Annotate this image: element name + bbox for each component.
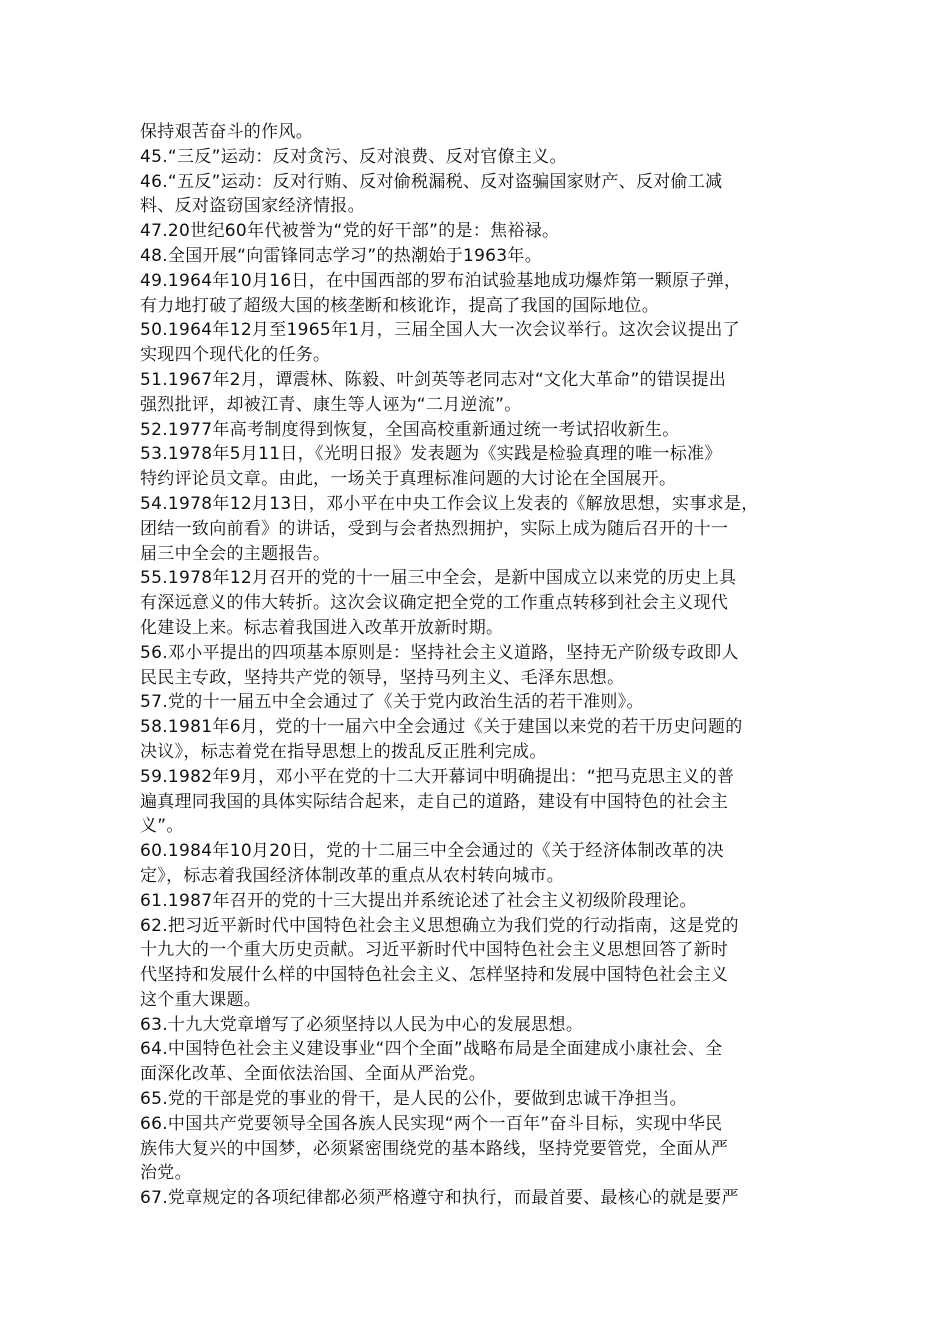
text-line: 64.中国特色社会主义建设事业“四个全面”战略布局是全面建成小康社会、全 (140, 1039, 723, 1060)
text-line: 团结一致向前看》的讲话，受到与会者热烈拥护，实际上成为随后召开的十一 (140, 518, 729, 539)
text-line: 面深化改革、全面依法治国、全面从严治党。 (140, 1064, 486, 1085)
text-line: 55.1978年12月召开的党的十一届三中全会，是新中国成立以来党的历史上具 (140, 568, 737, 589)
text-line: 有深远意义的伟大转折。这次会议确定把全党的工作重点转移到社会主义现代 (140, 593, 729, 614)
text-line: 族伟大复兴的中国梦，必须紧密围绕党的基本路线，坚持党要管党，全面从严 (140, 1138, 729, 1159)
text-line: 66.中国共产党要领导全国各族人民实现“两个一百年”奋斗目标，实现中华民 (140, 1113, 723, 1134)
text-line: 代坚持和发展什么样的中国特色社会主义、怎样坚持和发展中国特色社会主义 (140, 965, 729, 986)
text-line: 特约评论员文章。由此，一场关于真理标准问题的大讨论在全国展开。 (140, 469, 677, 490)
text-line: 48.全国开展“向雷锋同志学习”的热潮始于1963年。 (140, 245, 543, 266)
text-line: 化建设上来。标志着我国进入改革开放新时期。 (140, 617, 504, 638)
text-line: 45.“三反”运动：反对贪污、反对浪费、反对官僚主义。 (140, 146, 567, 167)
text-line: 保持艰苦奋斗的作风。 (140, 122, 313, 142)
text-line: 62.把习近平新时代中国特色社会主义思想确立为我们党的行动指南，这是党的 (140, 915, 739, 936)
text-line: 义”。 (140, 816, 184, 837)
text-line: 57.党的十一届五中全会通过了《关于党内政治生活的若干准则》。 (140, 692, 644, 713)
text-line: 61.1987年召开的党的十三大提出并系统论述了社会主义初级阶段理论。 (140, 890, 697, 911)
text-line: 58.1981年6月，党的十一届六中全会通过《关于建国以来党的若干历史问题的 (140, 717, 743, 738)
text-line: 56.邓小平提出的四项基本原则是：坚持社会主义道路，坚持无产阶级专政即人 (140, 642, 739, 663)
text-line: 料、反对盗窃国家经济情报。 (140, 196, 365, 217)
text-line: 治党。 (140, 1163, 192, 1184)
text-line: 这个重大课题。 (140, 989, 262, 1010)
text-line: 实现四个现代化的任务。 (140, 345, 331, 366)
text-line: 有力地打破了超级大国的核垄断和核讹诈，提高了我国的国际地位。 (140, 295, 659, 316)
text-line: 强烈批评，却被江青、康生等人诬为“二月逆流”。 (140, 394, 522, 415)
text-line: 51.1967年2月，谭震林、陈毅、叶剑英等老同志对“文化大革命”的错误提出 (140, 369, 727, 390)
text-line: 47.20世纪60年代被誉为“党的好干部”的是：焦裕禄。 (140, 221, 560, 242)
text-line: 46.“五反”运动：反对行贿、反对偷税漏税、反对盗骗国家财产、反对偷工减 (140, 171, 723, 192)
text-line: 52.1977年高考制度得到恢复，全国高校重新通过统一考试招收新生。 (140, 419, 680, 440)
document-page (140, 120, 816, 1211)
text-line: 49.1964年10月16日，在中国西部的罗布泊试验基地成功爆炸第一颗原子弹， (140, 270, 742, 291)
text-line: 决议》，标志着党在指导思想上的拨乱反正胜利完成。 (140, 741, 547, 762)
text-line: 60.1984年10月20日，党的十二届三中全会通过的《关于经济体制改革的决 (140, 841, 724, 862)
text-line: 遍真理同我国的具体实际结合起来，走自己的道路，建设有中国特色的社会主 (140, 791, 729, 812)
text-line: 53.1978年5月11日，《光明日报》发表题为《实践是检验真理的唯一标准》 (140, 444, 722, 465)
text-line: 65.党的干部是党的事业的骨干，是人民的公仆，要做到忠诚干净担当。 (140, 1089, 687, 1110)
text-line: 民民主专政，坚持共产党的领导，坚持马列主义、毛泽东思想。 (140, 667, 625, 688)
text-line: 63.十九大党章增写了必须坚持以人民为中心的发展思想。 (140, 1014, 584, 1035)
text-line: 54.1978年12月13日，邓小平在中央工作会议上发表的《解放思想，实事求是， (140, 493, 759, 514)
text-line: 50.1964年12月至1965年1月，三届全国人大一次会议举行。这次会议提出了 (140, 320, 741, 341)
text-line: 67.党章规定的各项纪律都必须严格遵守和执行，而最首要、最核心的就是要严 (140, 1188, 739, 1209)
text-line: 十九大的一个重大历史贡献。习近平新时代中国特色社会主义思想回答了新时 (140, 940, 729, 961)
text-line: 59.1982年9月，邓小平在党的十二大开幕词中明确提出：“把马克思主义的普 (140, 766, 735, 787)
text-line: 定》，标志着我国经济体制改革的重点从农村转向城市。 (140, 865, 564, 886)
text-line: 届三中全会的主题报告。 (140, 543, 331, 564)
